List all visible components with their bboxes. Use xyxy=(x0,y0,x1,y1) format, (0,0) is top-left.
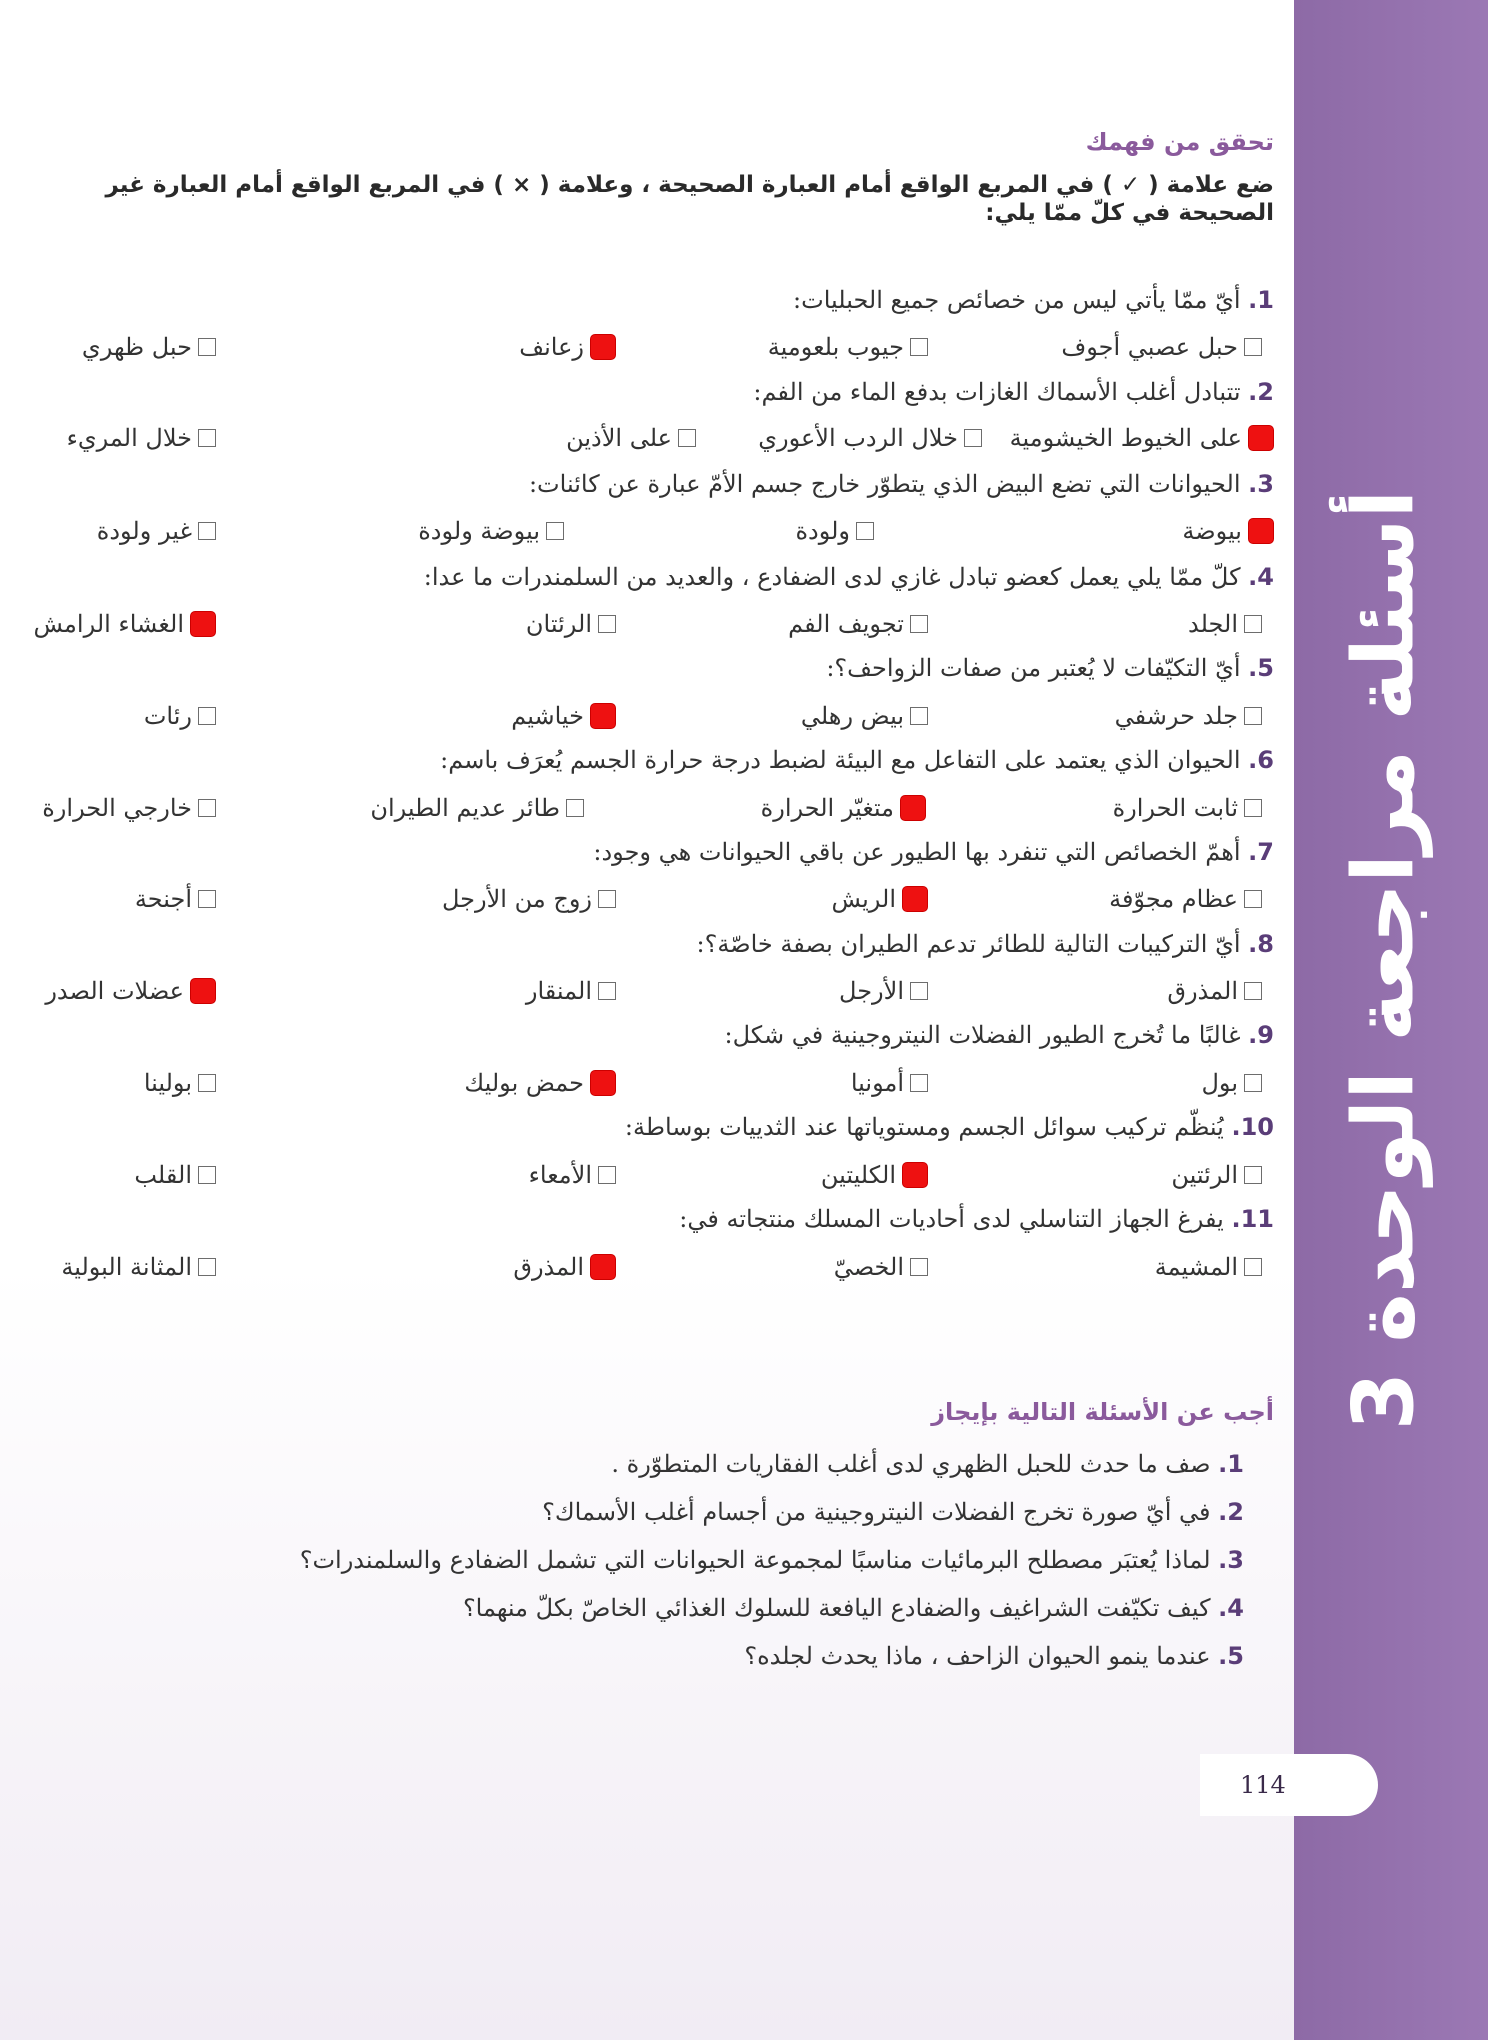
option[interactable] xyxy=(1061,333,1262,361)
red-mark-icon[interactable] xyxy=(902,886,928,912)
option[interactable] xyxy=(135,885,216,913)
checkbox-icon[interactable] xyxy=(964,429,982,447)
question-text: كلّ ممّا يلي يعمل كعضو تبادل غازي لدى الضفادع ، والعديد من السلمندرات ما عدا: xyxy=(423,563,1241,591)
checkbox-icon[interactable] xyxy=(598,615,616,633)
instructions: ضع علامة ( ✓ ) في المربع الواقع أمام العبارة الصحيحة ، وعلامة ( × ) في المربع الواقع أمام العبارة غير الصحيحة في كلّ ممّا يلي: xyxy=(105,172,1274,226)
option-label: المشيمة xyxy=(1154,1253,1238,1281)
option-label: بيض رهلي xyxy=(800,702,904,730)
option-label: خلال الردب الأعوري xyxy=(758,424,958,452)
options-row-4 xyxy=(12,610,1274,650)
question-number: 6. xyxy=(1248,746,1274,774)
short-question-5 xyxy=(744,1642,1244,1670)
short-question-3 xyxy=(300,1546,1244,1574)
question-10 xyxy=(625,1113,1274,1141)
options-row-9 xyxy=(12,1069,1274,1109)
checkbox-icon[interactable] xyxy=(910,707,928,725)
checkbox-icon[interactable] xyxy=(1244,338,1262,356)
question-3 xyxy=(529,470,1274,498)
checkbox-icon[interactable] xyxy=(198,1258,216,1276)
option-label: أمونيا xyxy=(850,1069,904,1097)
option[interactable] xyxy=(566,424,696,452)
option-marked[interactable] xyxy=(513,1253,616,1281)
question-number: 2. xyxy=(1248,378,1274,406)
option-label: خارجي الحرارة xyxy=(42,794,192,822)
red-mark-icon[interactable] xyxy=(190,611,216,637)
question-number: 2. xyxy=(1218,1498,1244,1526)
option-label: على الأذين xyxy=(566,424,672,452)
red-mark-icon[interactable] xyxy=(590,334,616,360)
short-question-2 xyxy=(542,1498,1244,1526)
checkbox-icon[interactable] xyxy=(1244,1258,1262,1276)
checkbox-icon[interactable] xyxy=(198,338,216,356)
red-mark-icon[interactable] xyxy=(1248,425,1274,451)
option-label: الخصيّ xyxy=(833,1253,904,1281)
option-label: طائر عديم الطيران xyxy=(370,794,560,822)
option[interactable] xyxy=(144,702,216,730)
checkbox-icon[interactable] xyxy=(910,338,928,356)
options-row-2 xyxy=(12,424,1274,464)
option[interactable] xyxy=(134,1161,216,1189)
checkbox-icon[interactable] xyxy=(198,522,216,540)
option-label: الأرجل xyxy=(839,977,904,1005)
page-content xyxy=(12,0,1274,2040)
option-label: عظام مجوّفة xyxy=(1109,885,1238,913)
option-label: المثانة البولية xyxy=(61,1253,192,1281)
question-text: الحيوان الذي يعتمد على التفاعل مع البيئة لضبط درجة حرارة الجسم يُعرَف باسم: xyxy=(440,746,1241,774)
question-6 xyxy=(440,746,1274,774)
question-text: في أيّ صورة تخرج الفضلات النيتروجينية من أجسام أغلب الأسماك؟ xyxy=(542,1498,1211,1526)
option[interactable] xyxy=(529,1161,616,1189)
checkbox-icon[interactable] xyxy=(856,522,874,540)
option-label: خياشيم xyxy=(511,702,584,730)
option-marked[interactable] xyxy=(464,1069,616,1097)
option-label: جلد حرشفي xyxy=(1114,702,1238,730)
option-label: الأمعاء xyxy=(528,1161,592,1189)
option-label: بول xyxy=(1201,1069,1238,1097)
question-text: الحيوانات التي تضع البيض الذي يتطوّر خارج جسم الأمّ عبارة عن كائنات: xyxy=(528,470,1241,498)
question-text: أيّ التركيبات التالية للطائر تدعم الطيران بصفة خاصّة؟: xyxy=(696,930,1241,958)
red-mark-icon[interactable] xyxy=(900,795,926,821)
option-label: زعانف xyxy=(519,333,584,361)
red-mark-icon[interactable] xyxy=(1248,518,1274,544)
option[interactable] xyxy=(1109,885,1262,913)
page-number-text: 114 xyxy=(1240,1771,1286,1799)
option[interactable] xyxy=(839,977,928,1005)
checkbox-icon[interactable] xyxy=(198,890,216,908)
option-label: المذرق xyxy=(1167,977,1238,1005)
option-label: المنقار xyxy=(525,977,592,1005)
options-row-6 xyxy=(12,794,1274,834)
option[interactable] xyxy=(768,333,928,361)
red-mark-icon[interactable] xyxy=(902,1162,928,1188)
red-mark-icon[interactable] xyxy=(590,1254,616,1280)
question-number: 1. xyxy=(1218,1450,1244,1478)
option-label: الكليتين xyxy=(820,1161,896,1189)
unit-title xyxy=(1308,489,1458,1431)
option-label: القلب xyxy=(134,1161,192,1189)
option[interactable] xyxy=(42,794,216,822)
checkbox-icon[interactable] xyxy=(1244,1074,1262,1092)
checkbox-icon[interactable] xyxy=(910,615,928,633)
option-marked[interactable] xyxy=(1010,424,1274,452)
option-label: حبل ظهري xyxy=(81,333,192,361)
short-question-1 xyxy=(611,1450,1244,1478)
option[interactable] xyxy=(795,517,874,545)
unit-title-text: أسئلة مراجعة الوحدة 3 xyxy=(1334,489,1433,1431)
question-7 xyxy=(593,838,1274,866)
option[interactable] xyxy=(418,517,564,545)
question-text: أيّ التكيّفات لا يُعتبر من صفات الزواحف؟: xyxy=(826,654,1241,682)
option-label: المذرق xyxy=(513,1253,584,1281)
option-label: ثابت الحرارة xyxy=(1112,794,1238,822)
short-question-4 xyxy=(463,1594,1244,1622)
option[interactable] xyxy=(758,424,982,452)
option-label: جيوب بلعومية xyxy=(767,333,904,361)
question-text: لماذا يُعتبَر مصطلح البرمائيات مناسبًا لمجموعة الحيوانات التي تشمل الضفادع والسلمندرات؟ xyxy=(299,1546,1211,1574)
option-marked[interactable] xyxy=(33,610,216,638)
question-number: 4. xyxy=(1218,1594,1244,1622)
section-heading-check: تحقق من فهمك xyxy=(1085,128,1274,156)
option[interactable] xyxy=(1155,1253,1262,1281)
question-number: 7. xyxy=(1248,838,1274,866)
question-text: كيف تكيّفت الشراغيف والضفادع اليافعة للسلوك الغذائي الخاصّ بكلّ منهما؟ xyxy=(462,1594,1211,1622)
checkbox-icon[interactable] xyxy=(910,1258,928,1276)
option-label: الجلد xyxy=(1187,610,1238,638)
checkbox-icon[interactable] xyxy=(198,1166,216,1184)
option-label: عضلات الصدر xyxy=(45,977,184,1005)
question-number: 1. xyxy=(1248,286,1274,314)
red-mark-icon[interactable] xyxy=(590,1070,616,1096)
question-5 xyxy=(826,654,1274,682)
option[interactable] xyxy=(1201,1069,1262,1097)
option-marked[interactable] xyxy=(761,794,926,822)
option-label: على الخيوط الخيشومية xyxy=(1009,424,1242,452)
question-text: يفرغ الجهاز التناسلي لدى أحاديات المسلك منتجاته في: xyxy=(679,1205,1224,1233)
option[interactable] xyxy=(97,517,216,545)
option-label: حبل عصبي أجوف xyxy=(1061,333,1238,361)
question-number: 3. xyxy=(1248,470,1274,498)
question-number: 8. xyxy=(1248,930,1274,958)
checkbox-icon[interactable] xyxy=(1244,707,1262,725)
question-text: عندما ينمو الحيوان الزاحف ، ماذا يحدث لجلده؟ xyxy=(744,1642,1211,1670)
checkbox-icon[interactable] xyxy=(198,429,216,447)
checkbox-icon[interactable] xyxy=(1244,615,1262,633)
option[interactable] xyxy=(1115,702,1262,730)
option-label: ولودة xyxy=(795,517,850,545)
option-marked[interactable] xyxy=(821,1161,928,1189)
option-marked[interactable] xyxy=(832,885,929,913)
option-label: متغيّر الحرارة xyxy=(760,794,894,822)
option-label: خلال المريء xyxy=(66,424,192,452)
option-label: أجنحة xyxy=(134,885,192,913)
option[interactable] xyxy=(1188,610,1262,638)
option-label: زوج من الأرجل xyxy=(441,885,592,913)
question-2 xyxy=(753,378,1274,406)
option[interactable] xyxy=(442,885,616,913)
question-9 xyxy=(725,1021,1275,1049)
question-number: 5. xyxy=(1248,654,1274,682)
question-text: أهمّ الخصائص التي تنفرد بها الطيور عن باقي الحيوانات هي وجود: xyxy=(593,838,1241,866)
options-row-8 xyxy=(12,977,1274,1017)
checkbox-icon[interactable] xyxy=(910,982,928,1000)
option-label: غير ولودة xyxy=(96,517,192,545)
option-label: الغشاء الرامش xyxy=(33,610,184,638)
option[interactable] xyxy=(801,702,928,730)
option[interactable] xyxy=(1171,1161,1262,1189)
option[interactable] xyxy=(82,333,216,361)
option[interactable] xyxy=(144,1069,216,1097)
checkbox-icon[interactable] xyxy=(1244,799,1262,817)
option-marked[interactable] xyxy=(519,333,616,361)
option[interactable] xyxy=(526,977,616,1005)
question-number: 3. xyxy=(1218,1546,1244,1574)
question-text: أيّ ممّا يأتي ليس من خصائص جميع الحبليات: xyxy=(793,286,1241,314)
red-mark-icon[interactable] xyxy=(590,703,616,729)
question-8 xyxy=(697,930,1274,958)
options-row-11 xyxy=(12,1253,1274,1293)
section-heading-short-answer: أجب عن الأسئلة التالية بإيجاز xyxy=(931,1398,1274,1426)
option[interactable] xyxy=(370,794,584,822)
question-number: 4. xyxy=(1248,563,1274,591)
options-row-10 xyxy=(12,1161,1274,1201)
option-label: الرئتين xyxy=(1171,1161,1238,1189)
option-label: حمض بوليك xyxy=(464,1069,584,1097)
checkbox-icon[interactable] xyxy=(198,1074,216,1092)
option-marked[interactable] xyxy=(1182,517,1274,545)
checkbox-icon[interactable] xyxy=(198,799,216,817)
checkbox-icon[interactable] xyxy=(598,890,616,908)
options-row-3 xyxy=(12,517,1274,557)
option[interactable] xyxy=(1113,794,1262,822)
question-number: 9. xyxy=(1248,1021,1274,1049)
option[interactable] xyxy=(67,424,216,452)
checkbox-icon[interactable] xyxy=(1244,1166,1262,1184)
checkbox-icon[interactable] xyxy=(598,982,616,1000)
option[interactable] xyxy=(526,610,616,638)
option[interactable] xyxy=(61,1253,216,1281)
options-row-7 xyxy=(12,885,1274,925)
checkbox-icon[interactable] xyxy=(1244,982,1262,1000)
option-label: بولينا xyxy=(143,1069,192,1097)
checkbox-icon[interactable] xyxy=(546,522,564,540)
question-1 xyxy=(793,286,1274,314)
question-number: 11. xyxy=(1231,1205,1274,1233)
question-11 xyxy=(679,1205,1274,1233)
question-text: تتبادل أغلب الأسماك الغازات بدفع الماء من الفم: xyxy=(753,378,1241,406)
checkbox-icon[interactable] xyxy=(1244,890,1262,908)
checkbox-icon[interactable] xyxy=(910,1074,928,1092)
checkbox-icon[interactable] xyxy=(678,429,696,447)
question-4 xyxy=(424,563,1274,591)
options-row-1 xyxy=(12,333,1274,373)
option[interactable] xyxy=(1167,977,1262,1005)
question-number: 10. xyxy=(1231,1113,1274,1141)
option[interactable] xyxy=(851,1069,928,1097)
option[interactable] xyxy=(834,1253,928,1281)
checkbox-icon[interactable] xyxy=(598,1166,616,1184)
option-label: الريش xyxy=(831,885,896,913)
option-label: تجويف الفم xyxy=(788,610,904,638)
option-label: رئات xyxy=(143,702,192,730)
red-mark-icon[interactable] xyxy=(190,978,216,1004)
options-row-5 xyxy=(12,702,1274,742)
question-text: غالبًا ما تُخرج الطيور الفضلات النيتروجينية في شكل: xyxy=(724,1021,1241,1049)
question-text: صف ما حدث للحبل الظهري لدى أغلب الفقاريات المتطوّرة . xyxy=(611,1450,1211,1478)
option[interactable] xyxy=(788,610,928,638)
option-label: الرئتان xyxy=(525,610,592,638)
option-marked[interactable] xyxy=(511,702,616,730)
question-text: يُنظّم تركيب سوائل الجسم ومستوياتها عند الثدييات بوساطة: xyxy=(624,1113,1224,1141)
option-label: بيوضة xyxy=(1182,517,1242,545)
checkbox-icon[interactable] xyxy=(198,707,216,725)
option-marked[interactable] xyxy=(45,977,216,1005)
question-number: 5. xyxy=(1218,1642,1244,1670)
checkbox-icon[interactable] xyxy=(566,799,584,817)
option-label: بيوضة ولودة xyxy=(418,517,540,545)
